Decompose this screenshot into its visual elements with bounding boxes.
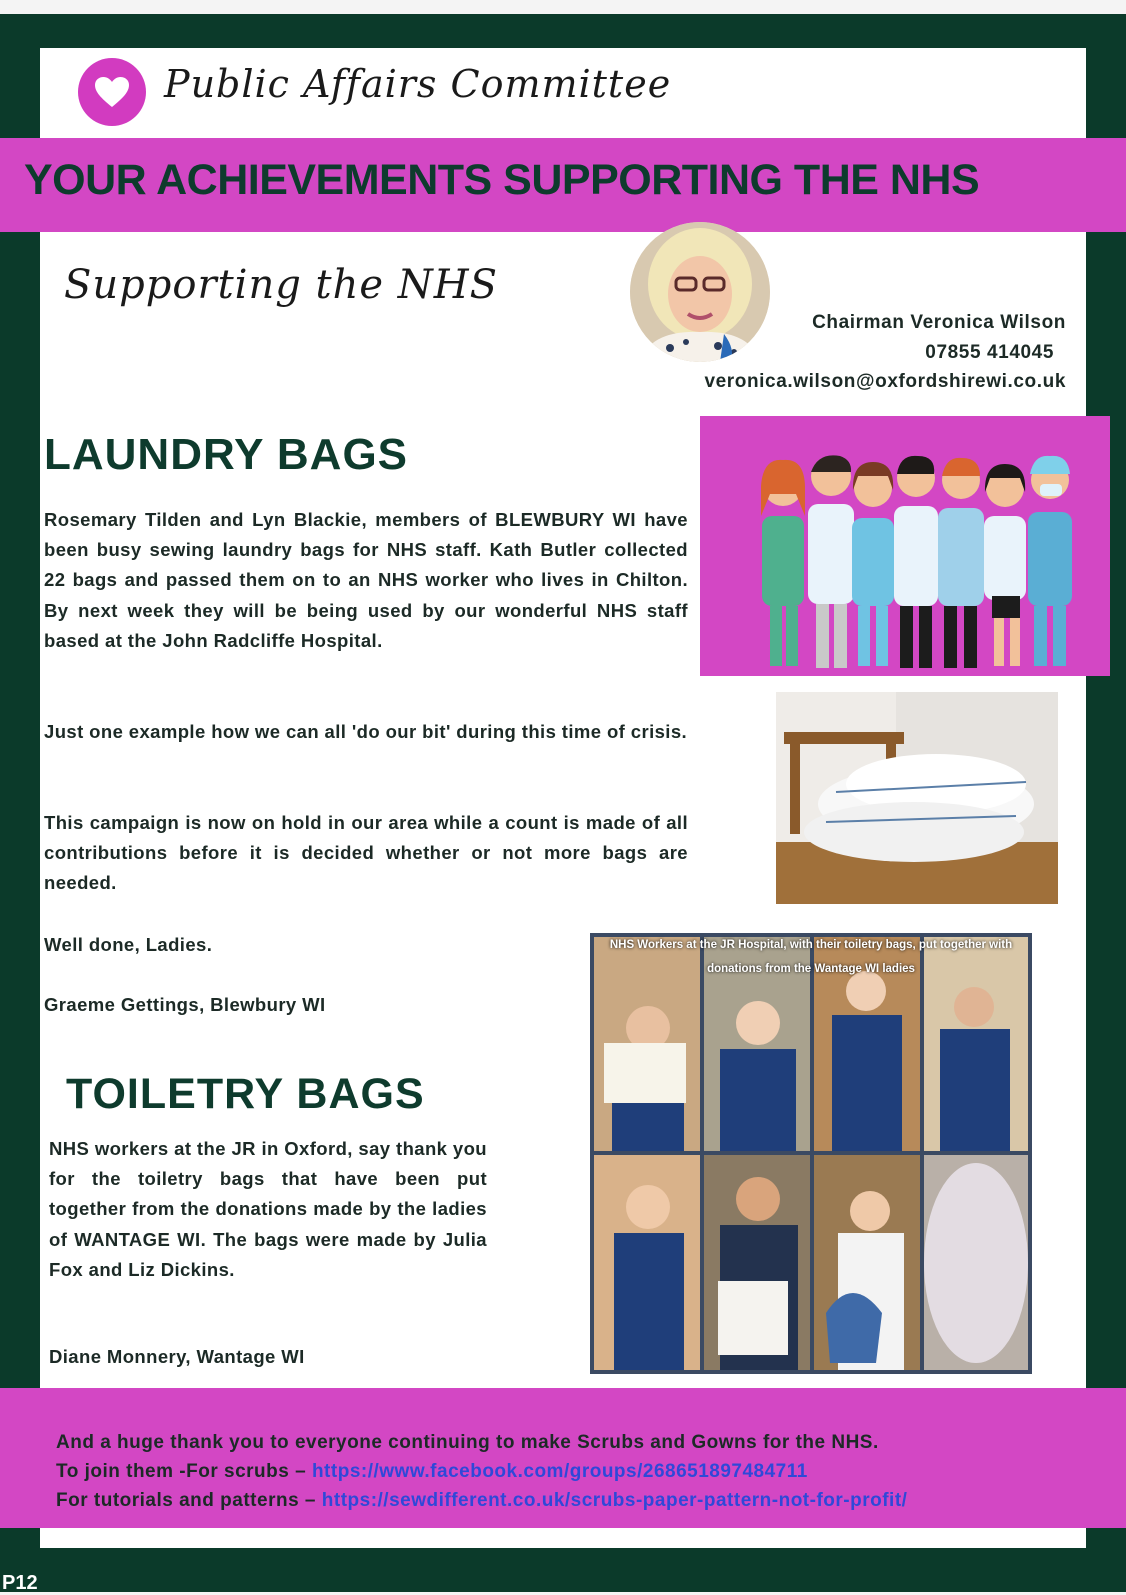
footer-scrubs-label: To join them -For scrubs –	[56, 1461, 312, 1482]
footer-thank-you: And a huge thank you to everyone continuing to make Scrubs and Gowns for the NHS.	[56, 1432, 879, 1453]
script-heading: Supporting the NHS	[64, 262, 499, 308]
collage-caption: NHS Workers at the JR Hospital, with their toiletry bags, put together with donations from the Wantage WI ladies	[609, 939, 1013, 975]
chairman-name: Chairman Veronica Wilson	[812, 312, 1066, 333]
laundry-paragraph-4: Well done, Ladies.	[44, 934, 213, 955]
footer-scrubs-line	[56, 1461, 808, 1483]
footer-tutorials-label: For tutorials and patterns –	[56, 1490, 322, 1511]
laundry-bags-heading: LAUNDRY BAGS	[44, 430, 409, 479]
chairman-email[interactable]: veronica.wilson@oxfordshirewi.co.uk	[704, 371, 1066, 392]
pattern-link[interactable]: https://sewdifferent.co.uk/scrubs-paper-pattern-not-for-profit/	[321, 1490, 908, 1511]
toiletry-paragraph: NHS workers at the JR in Oxford, say thank you for the toiletry bags that have been put together from the donations made by the ladies of WANTAGE WI. The bags were made by Julia Fox and Liz Dickins.	[49, 1138, 487, 1280]
committee-title: Public Affairs Committee	[164, 62, 672, 106]
chairman-phone: 07855 414045	[925, 342, 1054, 363]
nhs-staff-illustration	[700, 416, 1110, 676]
laundry-paragraph-1: Rosemary Tilden and Lyn Blackie, members of BLEWBURY WI have been busy sewing laundry bags for NHS staff. Kath Butler collected 22 bags and passed them on to an NHS worker who lives in Chilton. By next week they will be being used by our wonderful NHS staff based at the John Radcliffe Hospital.	[44, 509, 688, 651]
nhs-workers-collage	[590, 933, 1032, 1374]
facebook-group-link[interactable]: https://www.facebook.com/groups/268651897484711	[311, 1461, 808, 1482]
laundry-paragraph-3: This campaign is now on hold in our area while a count is made of all contributions before it is decided whether or not more bags are needed.	[44, 812, 688, 894]
chairman-photo	[630, 222, 770, 362]
toiletry-bags-heading: TOILETRY BAGS	[66, 1070, 425, 1118]
heart-logo-icon	[78, 58, 146, 126]
laundry-bags-photo	[776, 692, 1058, 904]
laundry-signature: Graeme Gettings, Blewbury WI	[44, 994, 326, 1015]
laundry-paragraph-2: Just one example how we can all 'do our bit' during this time of crisis.	[44, 721, 688, 742]
title-banner	[0, 138, 1126, 232]
toiletry-signature: Diane Monnery, Wantage WI	[49, 1346, 305, 1367]
banner-title: YOUR ACHIEVEMENTS SUPPORTING THE NHS	[24, 156, 980, 204]
footer-tutorials-line	[56, 1490, 907, 1512]
page-number: P12	[2, 1572, 38, 1594]
